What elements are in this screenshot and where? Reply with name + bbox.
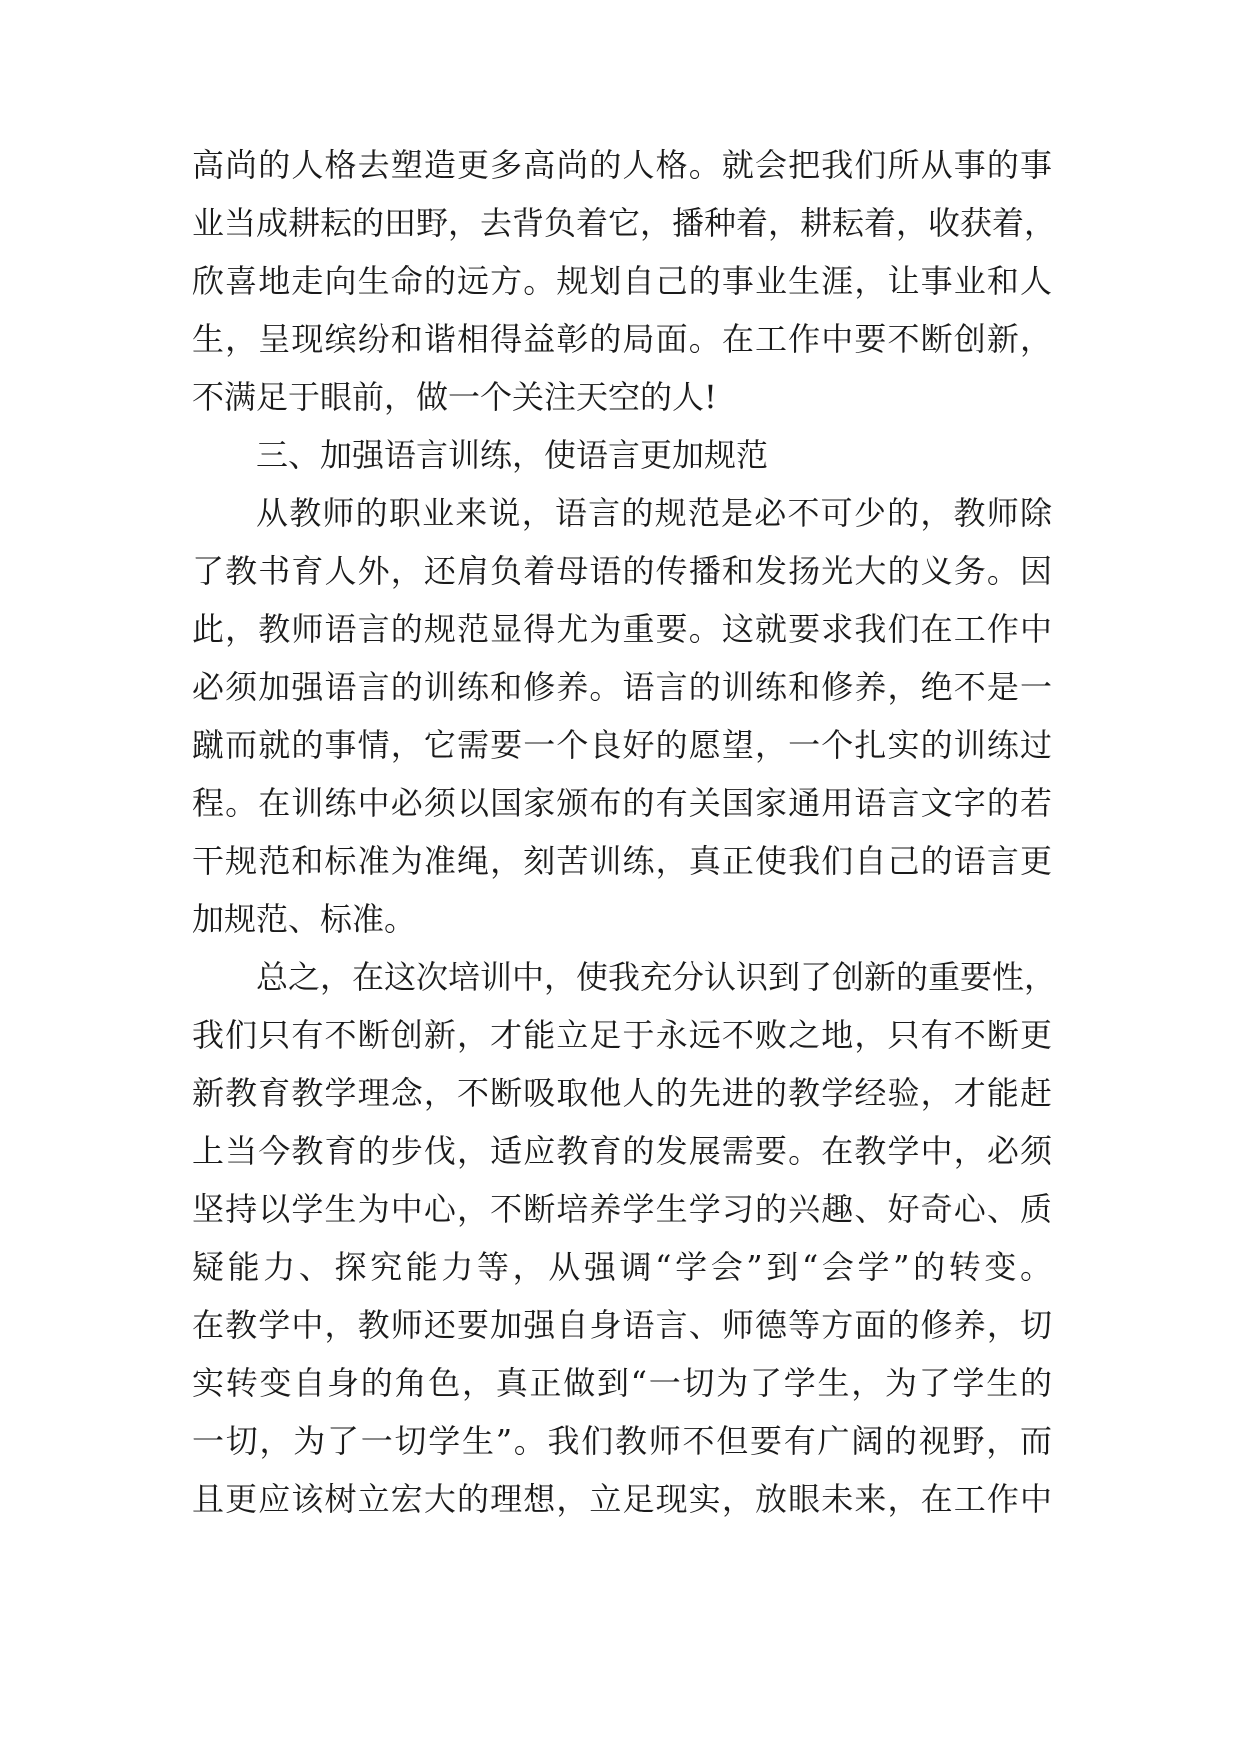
section-heading: 三、加强语言训练，使语言更加规范 — [256, 436, 769, 474]
text-line-1: 高尚的人格去塑造更多高尚的人格。就会把我们所从事的事 — [192, 146, 1052, 184]
text-line-5: 不满足于眼前，做一个关注天空的人! — [192, 378, 717, 416]
text-line-4: 生，呈现缤纷和谐相得益彰的局面。在工作中要不断创新， — [192, 320, 1052, 358]
text-line-15: 总之，在这次培训中，使我充分认识到了创新的重要性， — [256, 958, 1057, 996]
text-line-2: 业当成耕耘的田野，去背负着它，播种着，耕耘着，收获着， — [192, 204, 1057, 242]
text-line-23: 一切，为了一切学生”。我们教师不但要有广阔的视野，而 — [192, 1422, 1052, 1460]
text-line-21: 在教学中，教师还要加强自身语言、师德等方面的修养，切 — [192, 1306, 1052, 1344]
text-line-14: 加规范、标准。 — [192, 900, 417, 938]
text-line-7: 从教师的职业来说，语言的规范是必不可少的，教师除 — [256, 494, 1052, 532]
text-line-20: 疑能力、探究能力等，从强调“学会”到“会学”的转变。 — [192, 1248, 1052, 1286]
text-line-12: 程。在训练中必须以国家颁布的有关国家通用语言文字的若 — [192, 784, 1052, 822]
text-line-8: 了教书育人外，还肩负着母语的传播和发扬光大的义务。因 — [192, 552, 1052, 590]
text-line-16: 我们只有不断创新，才能立足于永远不败之地，只有不断更 — [192, 1016, 1052, 1054]
text-line-18: 上当今教育的步伐，适应教育的发展需要。在教学中，必须 — [192, 1132, 1052, 1170]
text-line-22: 实转变自身的角色，真正做到“一切为了学生，为了学生的 — [192, 1364, 1052, 1402]
text-line-13: 干规范和标准为准绳，刻苦训练，真正使我们自己的语言更 — [192, 842, 1052, 880]
text-line-24: 且更应该树立宏大的理想，立足现实，放眼未来，在工作中 — [192, 1480, 1052, 1518]
text-line-9: 此，教师语言的规范显得尤为重要。这就要求我们在工作中 — [192, 610, 1052, 648]
text-line-3: 欣喜地走向生命的远方。规划自己的事业生涯，让事业和人 — [192, 262, 1052, 300]
text-line-11: 蹴而就的事情，它需要一个良好的愿望，一个扎实的训练过 — [192, 726, 1052, 764]
text-line-19: 坚持以学生为中心，不断培养学生学习的兴趣、好奇心、质 — [192, 1190, 1052, 1228]
text-line-10: 必须加强语言的训练和修养。语言的训练和修养，绝不是一 — [192, 668, 1052, 706]
text-line-17: 新教育教学理念，不断吸取他人的先进的教学经验，才能赶 — [192, 1074, 1052, 1112]
